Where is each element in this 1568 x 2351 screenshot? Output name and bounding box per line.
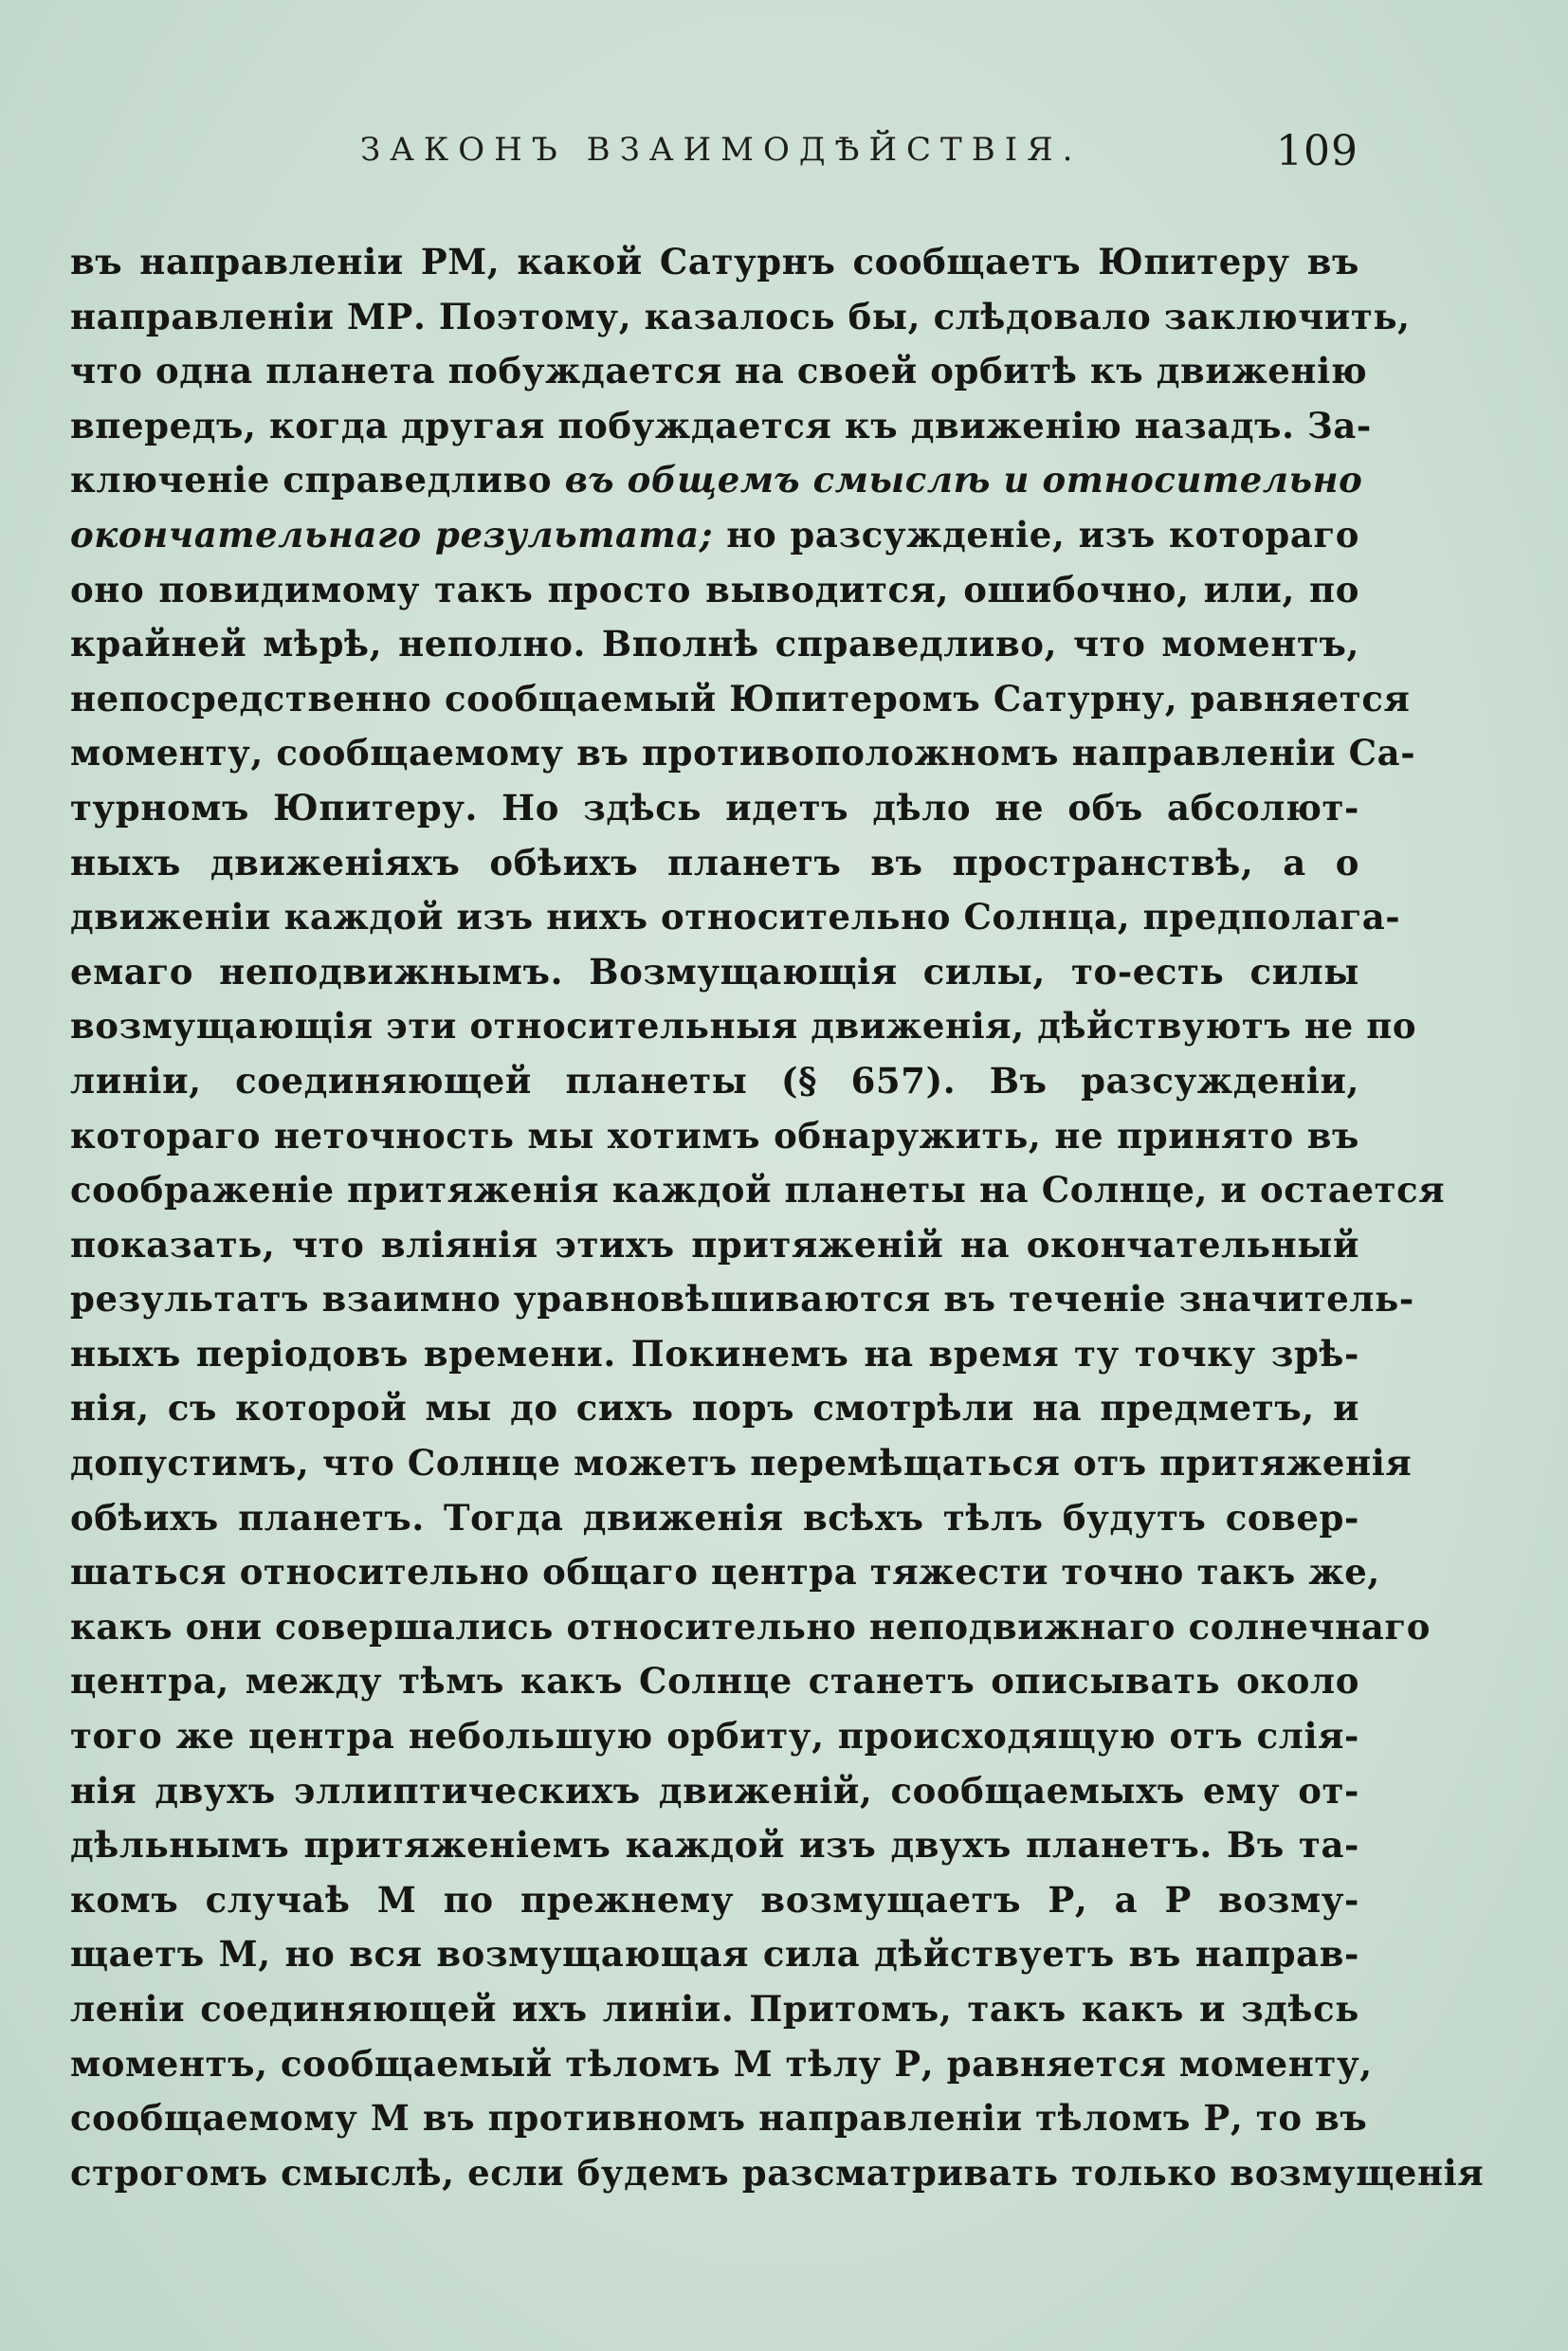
text-line: движеніи каждой изъ нихъ относительно Солнца, предполага- [70, 896, 1401, 939]
text-line: того же центра небольшую орбиту, происходящую отъ слія- [70, 1715, 1359, 1758]
text-line: линіи, соединяющей планеты (§ 657). Въ разсужденіи, [70, 1059, 1359, 1102]
text-line: допустимъ, что Солнце можетъ перемѣщаться отъ притяженія [70, 1442, 1413, 1485]
text-line: соображеніе притяженія каждой планеты на Солнце, и остается [70, 1169, 1446, 1212]
running-title: ЗАКОНЪ ВЗАИМОДѢЙСТВІЯ. [360, 131, 1083, 169]
text-line: какъ они совершались относительно неподвижнаго солнечнаго [70, 1605, 1431, 1648]
body-text [70, 235, 1485, 2200]
page-number: 109 [1276, 127, 1358, 175]
text-line: крайней мѣрѣ, неполно. Вполнѣ справедливо, что моментъ, [70, 623, 1359, 665]
text-line: комъ случаѣ М по прежнему возмущаетъ Р, а Р возму- [70, 1878, 1359, 1921]
text-line: строгомъ смыслѣ, если будемъ разсматривать только возмущенія [70, 2151, 1485, 2194]
text-line: оно повидимому такъ просто выводится, ошибочно, или, по [70, 568, 1359, 611]
text-segment: ключеніе справедливо [70, 459, 565, 501]
italic-emphasis: окончательнаго результата; [70, 513, 714, 556]
text-line: показать, что вліянія этихъ притяженій на окончательный [70, 1223, 1359, 1266]
text-line: нія двухъ эллиптическихъ движеній, сообщаемыхъ ему от- [70, 1769, 1359, 1812]
text-line: леніи соединяющей ихъ линіи. Притомъ, такъ какъ и здѣсь [70, 1988, 1359, 2030]
text-line: ныхъ періодовъ времени. Покинемъ на время ту точку зрѣ- [70, 1332, 1359, 1375]
text-line: ныхъ движеніяхъ обѣихъ планетъ въ пространствѣ, а о [70, 841, 1359, 884]
italic-emphasis: въ общемъ смыслѣ и относительно [564, 459, 1363, 501]
text-line [70, 453, 1363, 508]
text-line: щаетъ М, но вся возмущающая сила дѣйствуетъ въ направ- [70, 1933, 1359, 1976]
text-line: что одна планета побуждается на своей орбитѣ къ движенію [70, 350, 1368, 392]
text-line: центра, между тѣмъ какъ Солнце станетъ описывать около [70, 1660, 1359, 1703]
text-line: результатъ взаимно уравновѣшиваются въ теченіе значитель- [70, 1278, 1414, 1321]
text-line [70, 508, 1359, 563]
text-line: шаться относительно общаго центра тяжести точно такъ же, [70, 1551, 1380, 1594]
text-line: впередъ, когда другая побуждается къ движенію назадъ. За- [70, 404, 1372, 447]
text-line: непосредственно сообщаемый Юпитеромъ Сатурну, равняется [70, 677, 1411, 720]
text-line: обѣихъ планетъ. Тогда движенія всѣхъ тѣлъ будутъ совер- [70, 1496, 1359, 1539]
text-line: дѣльнымъ притяженіемъ каждой изъ двухъ планетъ. Въ та- [70, 1824, 1359, 1867]
text-segment: но разсужденіе, изъ котораго [713, 513, 1359, 556]
text-line: возмущающія эти относительныя движенія, дѣйствуютъ не по [70, 1005, 1417, 1048]
text-line: емаго неподвижнымъ. Возмущающія силы, то-есть силы [70, 950, 1359, 993]
text-line: моментъ, сообщаемый тѣломъ М тѣлу Р, равняется моменту, [70, 2042, 1373, 2085]
text-line: въ направленіи РМ, какой Сатурнъ сообщаетъ Юпитеру въ [70, 241, 1359, 282]
text-line: котораго неточность мы хотимъ обнаружить, не принято въ [70, 1114, 1359, 1157]
text-line: нія, съ которой мы до сихъ поръ смотрѣли на предметъ, и [70, 1387, 1359, 1430]
text-line: направленіи МР. Поэтому, казалось бы, слѣдовало заключить, [70, 295, 1411, 337]
text-line: турномъ Юпитеру. Но здѣсь идетъ дѣло не объ абсолют- [70, 786, 1359, 829]
text-line: моменту, сообщаемому въ противоположномъ направленіи Са- [70, 732, 1416, 775]
text-line: сообщаемому М въ противномъ направленіи тѣломъ Р, то въ [70, 2097, 1368, 2140]
